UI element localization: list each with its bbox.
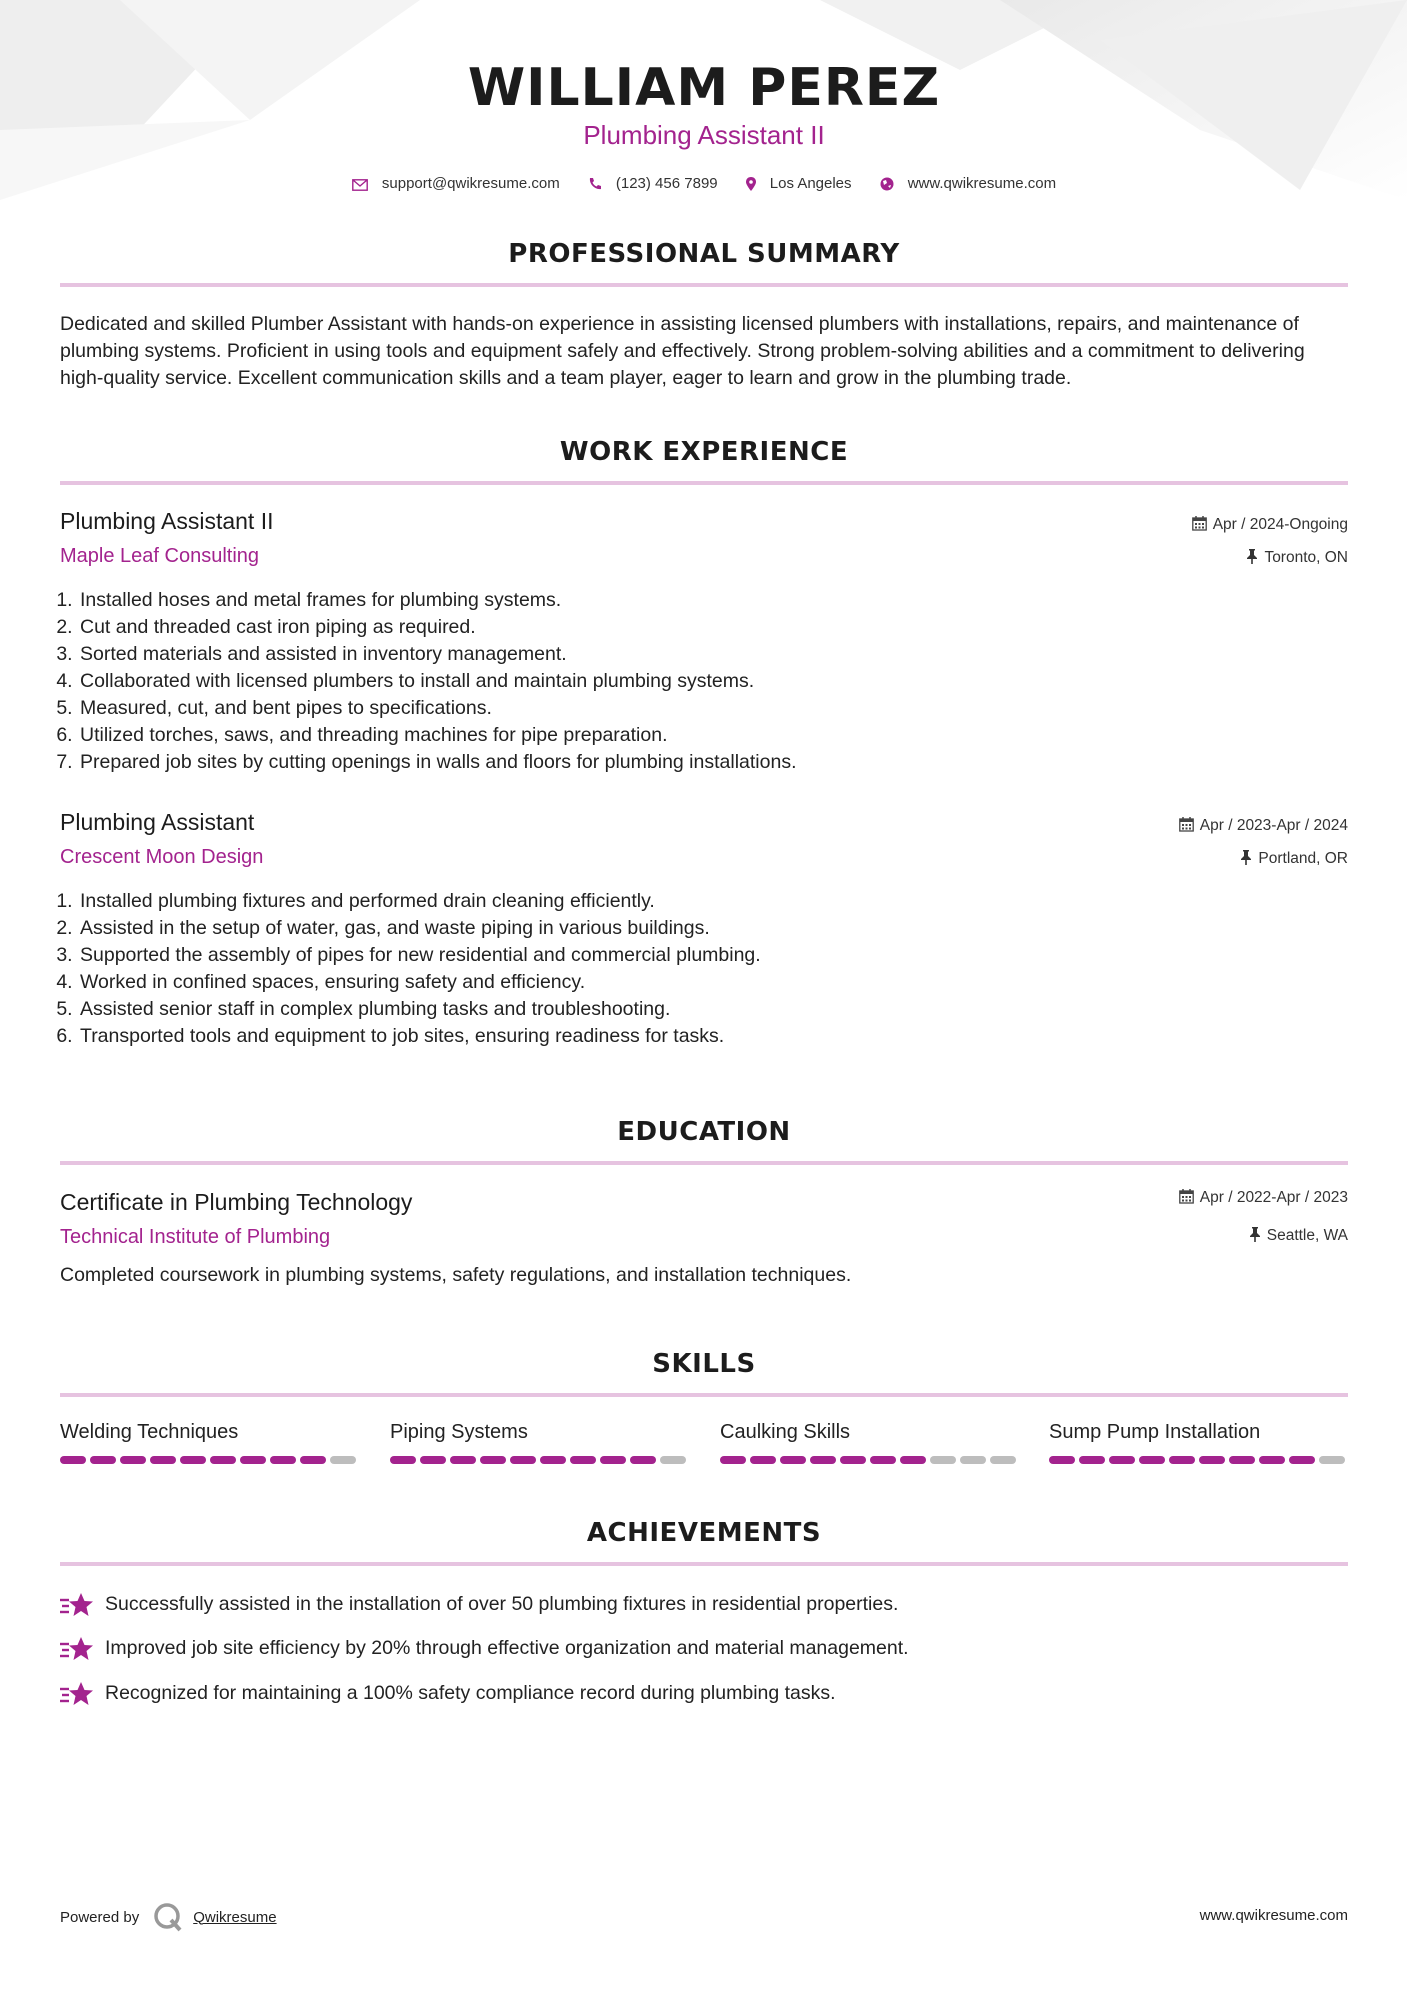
skill-level-segment (210, 1456, 236, 1464)
job-dates-text-2: Apr / 2023-Apr / 2024 (1199, 817, 1348, 834)
achievement-item (60, 1591, 1348, 1621)
skill-level-segment (480, 1456, 506, 1464)
contact-phone[interactable] (588, 175, 718, 192)
achievement-text: Improved job site efficiency by 20% through effective organization and material management. (105, 1637, 909, 1659)
list-item: 6. Transported tools and equipment to job sites, ensuring readiness for tasks. (78, 1023, 761, 1050)
job-location-1 (1246, 549, 1348, 567)
education-location-text: Seattle, WA (1266, 1227, 1348, 1244)
skill-item (60, 1421, 360, 1464)
achievement-item (60, 1635, 1348, 1665)
experience-divider (60, 481, 1348, 485)
job-dates-text-1: Apr / 2024-Ongoing (1212, 516, 1348, 533)
education-dates-text: Apr / 2022-Apr / 2023 (1199, 1189, 1348, 1206)
skill-level-segment (930, 1456, 956, 1464)
skill-level-segment (180, 1456, 206, 1464)
skill-level-segment (720, 1456, 746, 1464)
skills-heading: SKILLS (652, 1349, 756, 1379)
calendar-icon (1179, 817, 1194, 832)
education-location (1249, 1227, 1348, 1245)
skill-level-segment (1139, 1456, 1165, 1464)
job-title-1: Plumbing Assistant II (60, 508, 274, 534)
skill-level-segment (240, 1456, 266, 1464)
education-dates (1179, 1189, 1348, 1207)
skill-level-segment (570, 1456, 596, 1464)
education-school: Technical Institute of Plumbing (60, 1226, 331, 1248)
skill-level-segment (630, 1456, 656, 1464)
achievement-text: Recognized for maintaining a 100% safety compliance record during plumbing tasks. (105, 1682, 836, 1704)
job-company-2: Crescent Moon Design (60, 846, 264, 868)
skill-level-segment (1259, 1456, 1285, 1464)
skill-level-segment (270, 1456, 296, 1464)
list-item: 3. Supported the assembly of pipes for new residential and commercial plumbing. (78, 942, 761, 969)
list-item: 4. Worked in confined spaces, ensuring safety and efficiency. (78, 969, 761, 996)
globe-icon (880, 177, 894, 191)
skill-item (390, 1421, 690, 1464)
job-dates-2 (1179, 817, 1348, 835)
skill-level-segment (750, 1456, 776, 1464)
job-location-text-2: Portland, OR (1258, 850, 1348, 867)
skill-level-segment (840, 1456, 866, 1464)
footer-website-link[interactable]: www.qwikresume.com (1199, 1907, 1348, 1924)
skill-level-bar (60, 1456, 360, 1464)
shooting-star-icon (60, 1680, 94, 1708)
calendar-icon (1192, 516, 1207, 531)
contact-email[interactable] (352, 175, 560, 192)
job-bullets-2 (60, 888, 761, 1050)
achievements-heading: ACHIEVEMENTS (586, 1518, 822, 1548)
job-location-text-1: Toronto, ON (1264, 549, 1348, 566)
list-item: 4. Collaborated with licensed plumbers to install and maintain plumbing systems. (78, 668, 796, 695)
skill-level-segment (120, 1456, 146, 1464)
qwikresume-logo-icon (153, 1902, 183, 1932)
skill-level-segment (540, 1456, 566, 1464)
skill-level-segment (870, 1456, 896, 1464)
summary-heading: PROFESSIONAL SUMMARY (508, 239, 900, 269)
skill-level-segment (1049, 1456, 1075, 1464)
skill-level-bar (1049, 1456, 1349, 1464)
skill-level-segment (330, 1456, 356, 1464)
skill-level-segment (60, 1456, 86, 1464)
contact-location-text: Los Angeles (769, 174, 852, 192)
shooting-star-icon (60, 1635, 94, 1663)
job-bullets-1 (60, 587, 796, 776)
skill-level-segment (150, 1456, 176, 1464)
skill-level-segment (780, 1456, 806, 1464)
skill-name: Sump Pump Installation (1049, 1421, 1261, 1443)
phone-icon (588, 177, 602, 191)
education-description: Completed coursework in plumbing systems, safety regulations, and installation techniques. (60, 1264, 852, 1286)
skill-level-bar (720, 1456, 1020, 1464)
skill-level-segment (390, 1456, 416, 1464)
summary-text: Dedicated and skilled Plumber Assistant with hands-on experience in assisting licensed plumbers with installations, repairs, and maintenance of plumbing systems. Proficient in using tools and equipment safely and effectively. Strong problem-solving abilities and a commitment to delivering high-quality service. Excellent communication skills and a team player, eager to learn and grow in the plumbing trade. (60, 313, 1305, 389)
job-dates-1 (1192, 516, 1348, 534)
contact-website[interactable] (880, 175, 1056, 192)
pushpin-icon (1240, 850, 1252, 865)
contact-phone-text: (123) 456 7899 (615, 174, 718, 192)
contact-website-text: www.qwikresume.com (907, 174, 1057, 192)
skill-level-segment (1229, 1456, 1255, 1464)
job-title-2: Plumbing Assistant (60, 809, 255, 835)
skill-name: Piping Systems (390, 1421, 528, 1443)
skill-name: Caulking Skills (720, 1421, 851, 1443)
skill-level-segment (450, 1456, 476, 1464)
footer-powered-by (60, 1902, 277, 1932)
pushpin-icon (1246, 549, 1258, 564)
candidate-name: WILLIAM PEREZ (467, 58, 941, 118)
candidate-title: Plumbing Assistant II (583, 120, 825, 150)
shooting-star-icon (60, 1591, 94, 1619)
list-item: 5. Measured, cut, and bent pipes to specifications. (78, 695, 796, 722)
pushpin-icon (1249, 1227, 1261, 1242)
skill-name: Welding Techniques (60, 1421, 239, 1443)
list-item: 5. Assisted senior staff in complex plumbing tasks and troubleshooting. (78, 996, 761, 1023)
education-degree: Certificate in Plumbing Technology (60, 1189, 413, 1215)
skill-level-segment (300, 1456, 326, 1464)
skill-level-segment (1109, 1456, 1135, 1464)
list-item: 2. Assisted in the setup of water, gas, and waste piping in various buildings. (78, 915, 761, 942)
skill-level-segment (900, 1456, 926, 1464)
skill-level-segment (90, 1456, 116, 1464)
experience-heading: WORK EXPERIENCE (559, 437, 849, 467)
skill-level-bar (390, 1456, 690, 1464)
list-item: 1. Installed plumbing fixtures and performed drain cleaning efficiently. (78, 888, 761, 915)
skill-level-segment (1199, 1456, 1225, 1464)
skill-item (1049, 1421, 1349, 1464)
list-item: 6. Utilized torches, saws, and threading machines for pipe preparation. (78, 722, 796, 749)
list-item: 7. Prepared job sites by cutting openings in walls and floors for plumbing installations. (78, 749, 796, 776)
list-item: 1. Installed hoses and metal frames for plumbing systems. (78, 587, 796, 614)
summary-divider (60, 283, 1348, 287)
education-divider (60, 1161, 1348, 1165)
skill-level-segment (960, 1456, 986, 1464)
calendar-icon (1179, 1189, 1194, 1204)
contact-bar (60, 174, 1348, 192)
map-pin-icon (746, 177, 756, 191)
skill-level-segment (1289, 1456, 1315, 1464)
contact-email-text: support@qwikresume.com (381, 174, 560, 192)
skill-level-segment (660, 1456, 686, 1464)
list-item: 2. Cut and threaded cast iron piping as required. (78, 614, 796, 641)
skill-level-segment (420, 1456, 446, 1464)
qwikresume-link[interactable]: Qwikresume (193, 1908, 277, 1926)
skill-item (720, 1421, 1020, 1464)
achievements-divider (60, 1562, 1348, 1566)
job-location-2 (1240, 850, 1348, 868)
skill-level-segment (1169, 1456, 1195, 1464)
education-heading: EDUCATION (617, 1117, 791, 1147)
contact-location (746, 175, 852, 192)
powered-by-label: Powered by (60, 1908, 140, 1926)
envelope-icon (352, 179, 368, 191)
skill-level-segment (990, 1456, 1016, 1464)
skill-level-segment (510, 1456, 536, 1464)
skills-divider (60, 1393, 1348, 1397)
skill-level-segment (1079, 1456, 1105, 1464)
skill-level-segment (1319, 1456, 1345, 1464)
achievement-text: Successfully assisted in the installation of over 50 plumbing fixtures in residential properties. (105, 1593, 899, 1615)
skill-level-segment (600, 1456, 626, 1464)
job-company-1: Maple Leaf Consulting (60, 545, 260, 567)
achievement-item (60, 1680, 1348, 1710)
skill-level-segment (810, 1456, 836, 1464)
list-item: 3. Sorted materials and assisted in inventory management. (78, 641, 796, 668)
